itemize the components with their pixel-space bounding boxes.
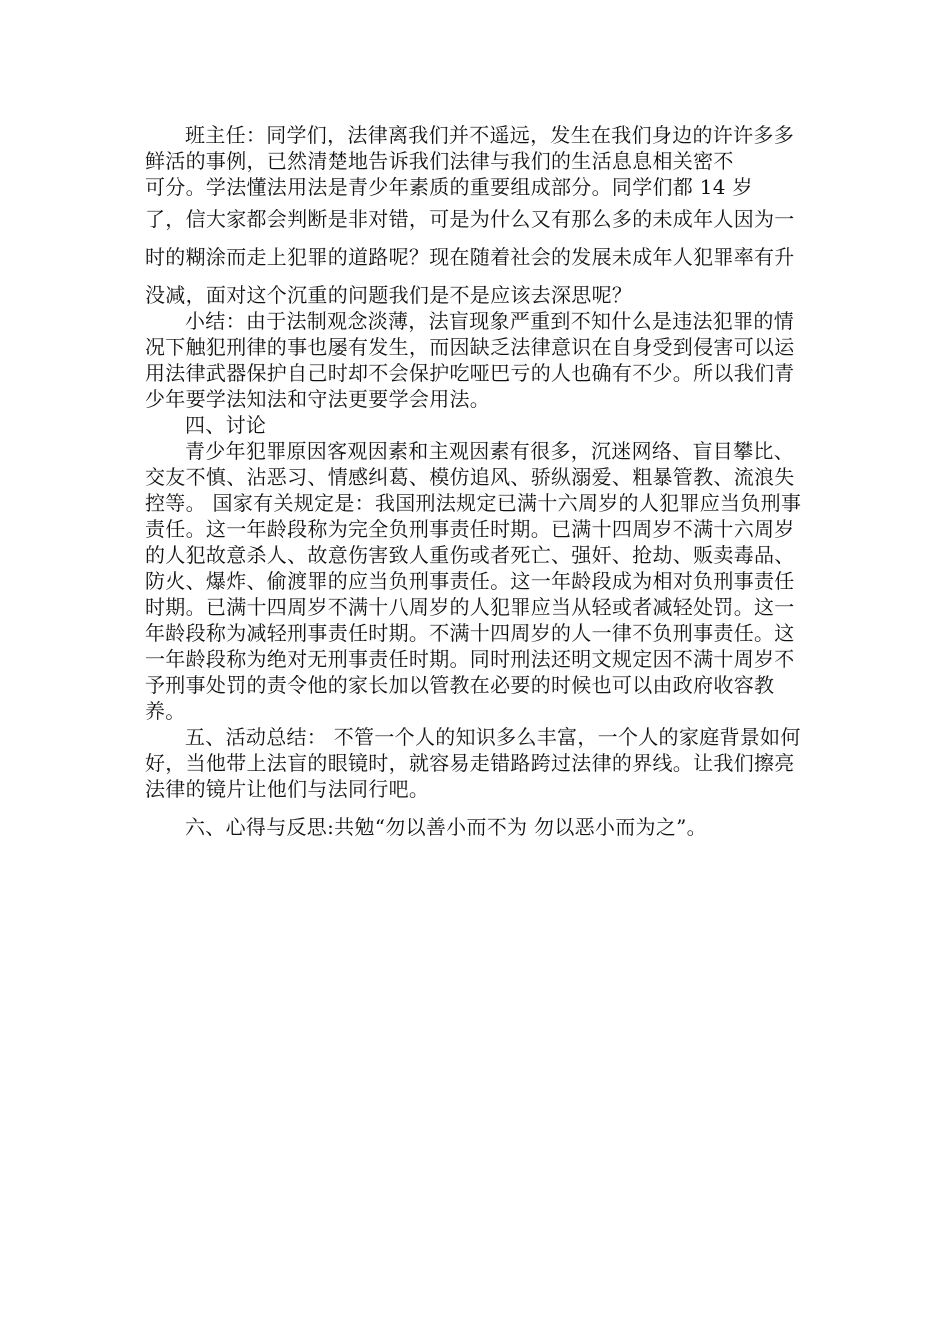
summary-paragraph: 小结：由于法制观念淡薄，法盲现象严重到不知什么是违法犯罪的情况下触犯刑律的事也屡有发生，而因缺乏法律意识在自身受到侵害可以运用法律武器保护自己时却不会保护吃哑巴亏的人也确有不少。所以我们青少年要学法知法和守法更要学会用法。 <box>145 309 795 411</box>
section-four-body: 青少年犯罪原因客观因素和主观因素有很多，沉迷网络、盲目攀比、交友不慎、沾恶习、情感纠葛、模仿追风、骄纵溺爱、粗暴管教、流浪失控等。 国家有关规定是：我国刑法规定已满十六周岁的人犯罪应当负刑事责任。这一年龄段称为完全负刑事责任时期。已满十四周岁不满十六周岁的人犯故意杀人、故意伤害致人重伤或者死亡、强奸、抢劫、贩卖毒品、防火、爆炸、偷渡罪的应当负刑事责任。这一年龄段成为相对负刑事责任时期。已满十四周岁不满十八周岁的人犯罪应当从轻或者减轻处罚。这一年龄段称为减轻刑事责任时期。不满十四周岁的人一律不负刑事责任。这一年龄段称为绝对无刑事责任时期。同时刑法还明文规定因不满十周岁不予刑事处罚的责令他的家长加以管教在必要的时候也可以由政府收容教养。 <box>145 439 802 723</box>
teacher-remarks-line-2: 可分。学法懂法用法是青少年素质的重要组成部分。同学们都 14 岁 <box>145 175 753 199</box>
section-five-summary: 五、活动总结： 不管一个人的知识多么丰富，一个人的家庭背景如何好，当他带上法盲的眼镜时，就容易走错路跨过法律的界线。让我们擦亮法律的镜片让他们与法同行吧。 <box>145 725 801 801</box>
teacher-remarks-line-1: 班主任：同学们，法律离我们并不遥远，发生在我们身边的许许多多鲜活的事例，已然清楚地告诉我们法律与我们的生活息息相关密不 <box>145 123 794 173</box>
section-six-reflection: 六、心得与反思:共勉“勿以善小而不为 勿以恶小而为之”。 <box>185 815 707 839</box>
teacher-remarks-line-3: 了，信大家都会判断是非对错，可是为什么又有那么多的未成年人因为一时的糊涂而走上犯罪的道路呢？现在随着社会的发展未成年人犯罪率有升没减，面对这个沉重的问题我们是不是应该去深思呢？ <box>145 207 795 307</box>
section-four-heading: 四、讨论 <box>185 413 267 437</box>
document-body <box>145 122 810 840</box>
